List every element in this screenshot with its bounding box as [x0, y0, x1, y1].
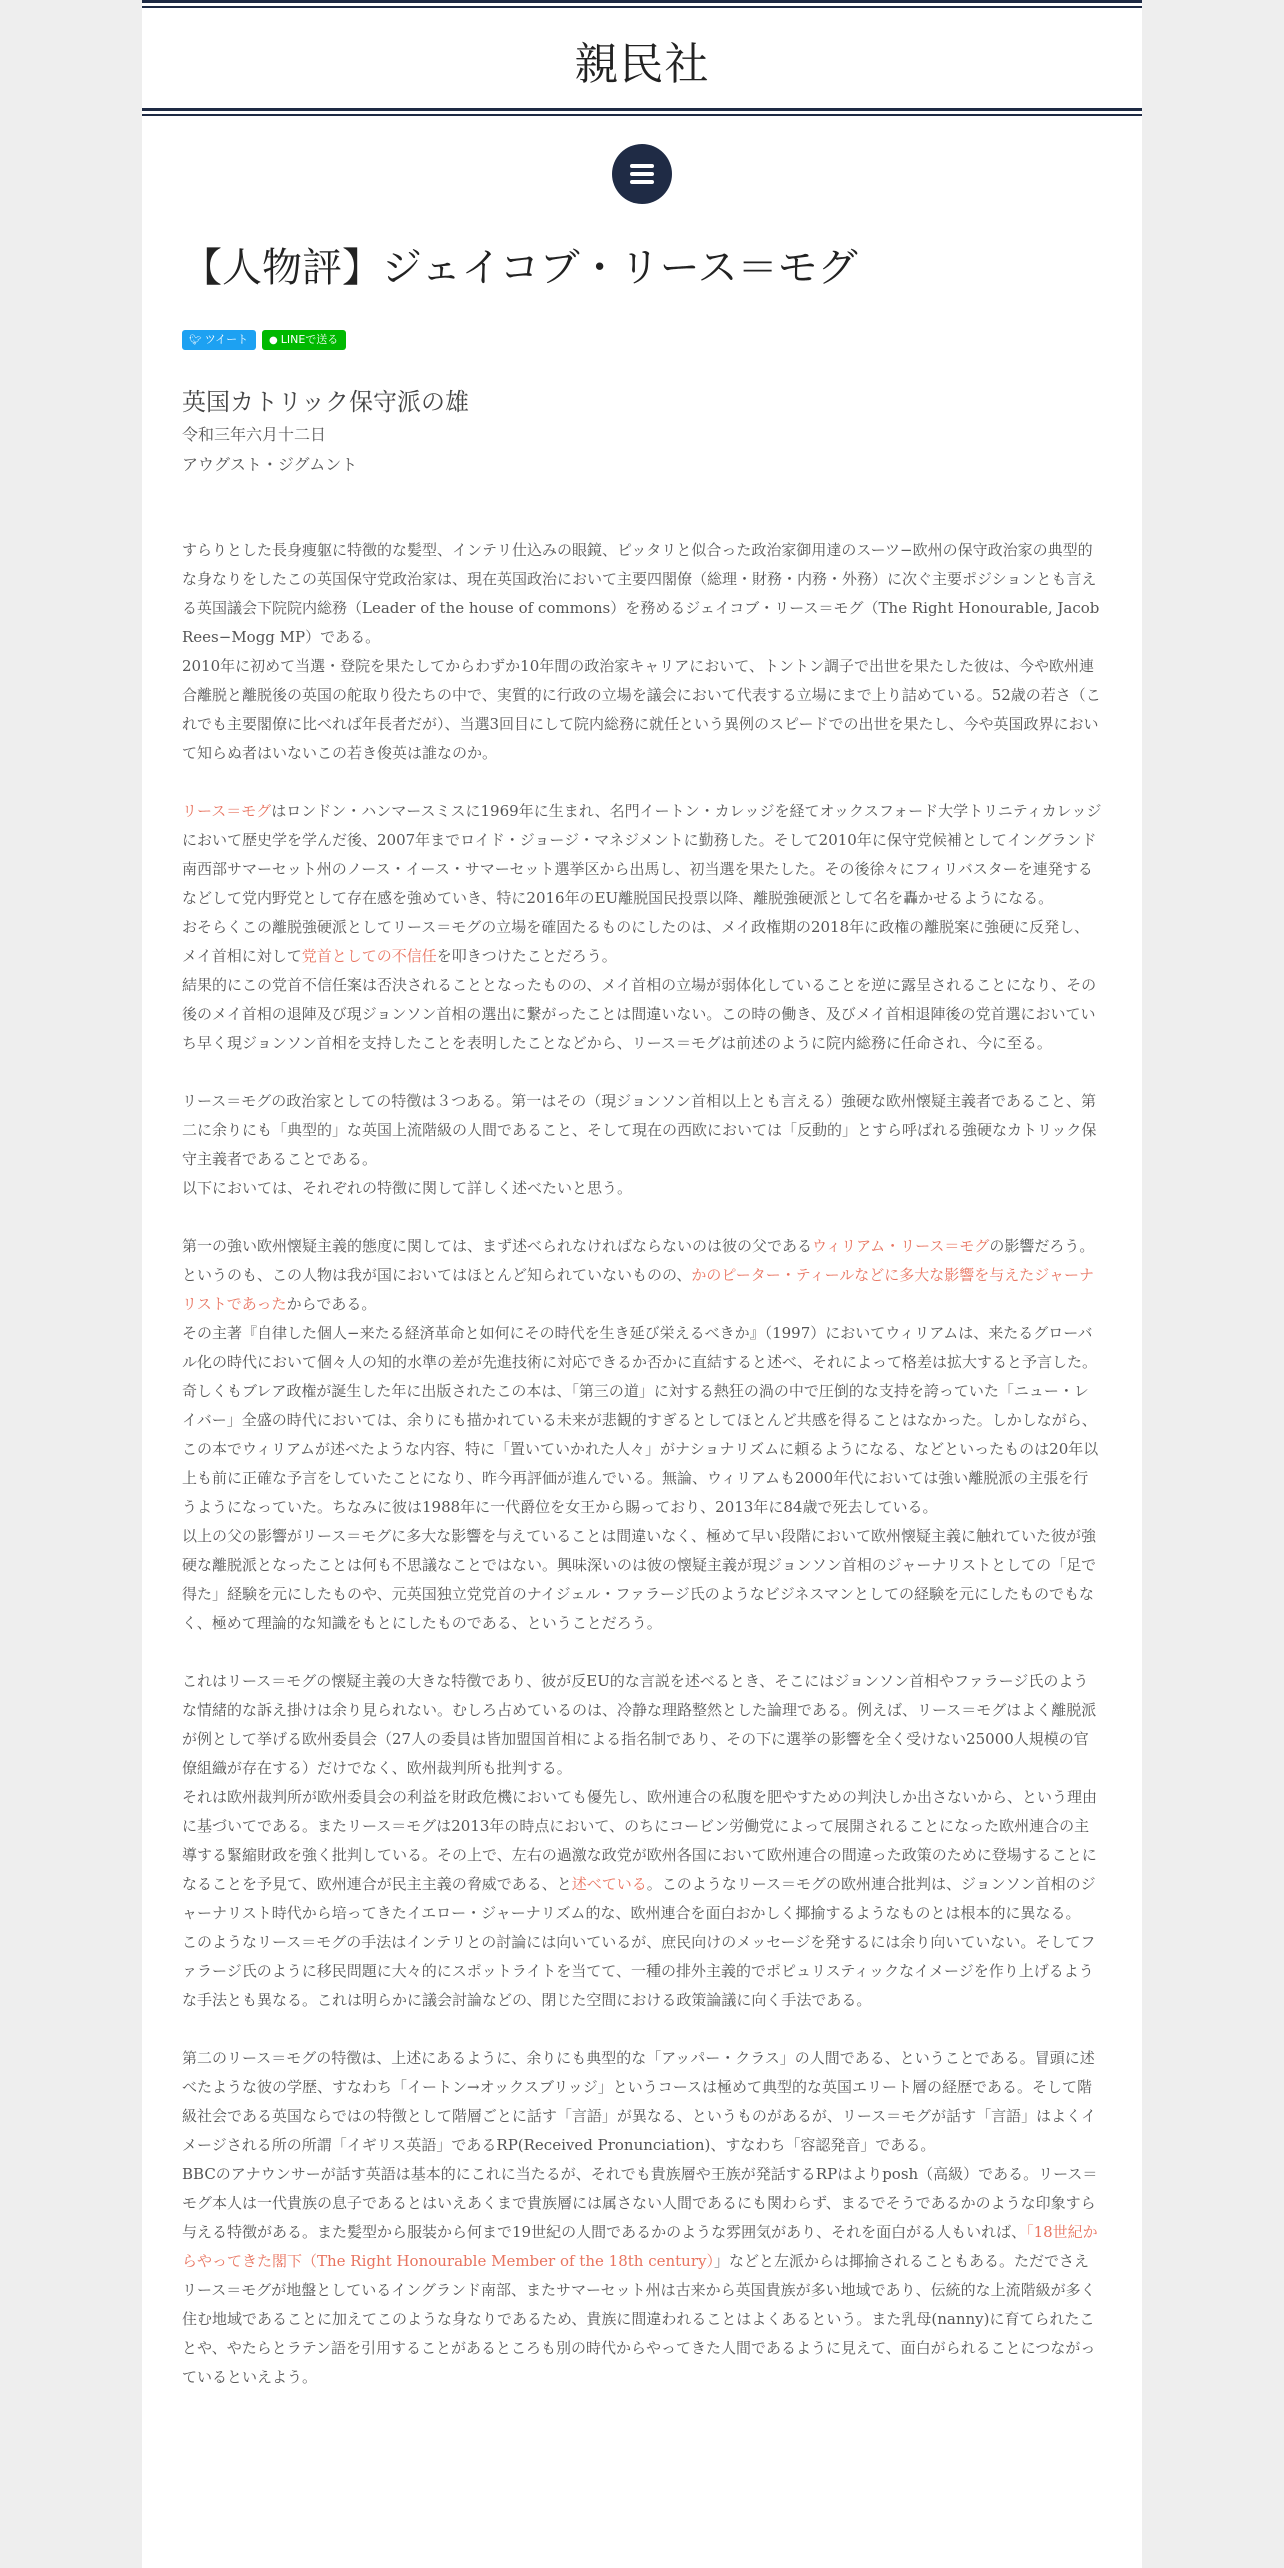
- page: [142, 0, 1142, 2568]
- article-link[interactable]: 党首としての不信任: [301, 947, 437, 965]
- article-subtitle: 英国カトリック保守派の雄: [182, 388, 470, 416]
- article-body: [182, 536, 1102, 2392]
- article-paragraph: このようなリース＝モグの手法はインテリとの討論には向いているが、庶民向けのメッセージを発するには余り向いていない。そしてファラージ氏のように移民問題に大々的にスポットライトを当てて、一種の排外主義的でポピュリスティックなイメージを作り上げるような手法とも異なる。これは明らかに議会討論などの、閉じた空間における政策論議に向く手法である。: [182, 1933, 1096, 2009]
- article-link[interactable]: リース＝モグ: [182, 802, 272, 820]
- tweet-label: ツイート: [204, 333, 249, 346]
- line-share-label: LINEで送る: [280, 333, 339, 346]
- article-paragraph: リース＝モグの政治家としての特徴は３つある。第一はその（現ジョンソン首相以上とも言える）強硬な欧州懐疑主義者であること、第二に余りにも「典型的」な英国上流階級の人間であること、そして現在の西欧においては「反動的」とすら呼ばれる強硬なカトリック保守主義者であることである。: [182, 1092, 1097, 1168]
- article-paragraph: それは欧州裁判所が欧州委員会の利益を財政危機においても優先し、欧州連合の私腹を肥やすための判決しか出さないから、という理由に基づいてである。またリース＝モグは2013年の時点において、のちにコービン労働党によって展開されることになった欧州連合の主導する緊縮財政を強く批判している。その上で、左右の過激な政党が欧州各国において欧州連合の間違った政策のために登場することになることを予見て、欧州連合が民主主義の脅威である、と述べている。このようなリース＝モグの欧州連合批判は、ジョンソン首相のジャーナリスト時代から培ってきたイエロー・ジャーナリズム的な、欧州連合を面白おかしく揶揄するようなものとは根本的に異なる。: [182, 1788, 1098, 1922]
- header-rule-bottom: [142, 108, 1142, 116]
- article-paragraph: すらりとした長身痩躯に特徴的な髪型、インテリ仕込みの眼鏡、ピッタリと似合った政治家御用達のスーツ−欧州の保守政治家の典型的な身なりをしたこの英国保守党政治家は、現在英国政治において主要四閣僚（総理・財務・内務・外務）に次ぐ主要ポジションとも言える英国議会下院院内総務（Leader of the house of commons）を務めるジェイコブ・リース＝モグ（The Right Honourable, Jacob Rees−Mogg MP）である。: [182, 541, 1100, 646]
- article-paragraph: リース＝モグはロンドン・ハンマースミスに1969年に生まれ、名門イートン・カレッジを経てオックスフォード大学トリニティカレッジにおいて歴史学を学んだ後、2007年までロイド・ジョージ・マネジメントに勤務した。そして2010年に保守党候補としてイングランド南西部サマーセット州のノース・イース・サマーセット選挙区から出馬し、初当選を果たした。その後徐々にフィリバスターを連発するなどして党内野党として存在感を強めていき、特に2016年のEU離脱国民投票以降、離脱強硬派として名を轟かせるようになる。: [182, 802, 1102, 907]
- article-date: 令和三年六月十二日: [182, 425, 327, 444]
- article-link[interactable]: かのピーター・ティールなどに多大な影響を与えたジャーナリストであった: [182, 1266, 1095, 1313]
- paragraph-spacer: [182, 1058, 1102, 1087]
- paragraph-spacer: [182, 1203, 1102, 1232]
- header-rule-top: [142, 0, 1142, 8]
- menu-button[interactable]: [612, 144, 672, 204]
- paragraph-spacer: [182, 2015, 1102, 2044]
- article-paragraph: 結果的にこの党首不信任案は否決されることとなったものの、メイ首相の立場が弱体化していることを逆に露呈されることになり、その後のメイ首相の退陣及び現ジョンソン首相の選出に繋がったことは間違いない。この時の働き、及びメイ首相退陣後の党首選においていち早く現ジョンソン首相を支持したことを表明したことなどから、リース＝モグは前述のように院内総務に任命され、今に至る。: [182, 976, 1097, 1052]
- line-share-button[interactable]: [262, 330, 346, 350]
- site-title[interactable]: 親民社: [574, 39, 710, 90]
- hamburger-icon-bar: [630, 164, 654, 168]
- article-paragraph: これはリース＝モグの懐疑主義の大きな特徴であり、彼が反EU的な言説を述べるとき、そこにはジョンソン首相やファラージ氏のような情緒的な訴え掛けは余り見られない。むしろ占めているのは、冷静な理路整然とした論理である。例えば、リース＝モグはよく離脱派が例として挙げる欧州委員会（27人の委員は皆加盟国首相による指名制であり、その下に選挙の影響を全く受けない25000人規模の官僚組織が存在する）だけでなく、欧州裁判所も批判する。: [182, 1672, 1097, 1777]
- article-paragraph: 第一の強い欧州懐疑主義的態度に関しては、まず述べられなければならないのは彼の父であるウィリアム・リース＝モグの影響だろう。というのも、この人物は我が国においてはほとんど知られていないものの、かのピーター・ティールなどに多大な影響を与えたジャーナリストであったからである。: [182, 1237, 1095, 1313]
- article-link[interactable]: 述べている: [571, 1875, 647, 1893]
- line-icon: ●: [269, 335, 278, 346]
- article-paragraph: その主著『自律した個人−来たる経済革命と如何にその時代を生き延び栄えるべきか』（1997）においてウィリアムは、来たるグローバル化の時代において個々人の知的水準の差が先進技術に対応できるか否かに直結すると述べ、それによって格差は拡大すると予言した。奇しくもブレア政権が誕生した年に出版されたこの本は、「第三の道」に対する熱狂の渦の中で圧倒的な支持を誇っていた「ニュー・レイバー」全盛の時代においては、余りにも描かれている未来が悲観的すぎるとしてほとんど共感を得ることはなかった。しかしながら、この本でウィリアムが述べたような内容、特に「置いていかれた人々」がナショナリズムに頼るようになる、などといったものは20年以上も前に正確な予言をしていたことになり、昨今再評価が進んでいる。無論、ウィリアムも2000年代においては強い離脱派の主張を行うようになっていた。ちなみに彼は1988年に一代爵位を女王から賜っており、2013年に84歳で死去している。: [182, 1324, 1099, 1516]
- paragraph-spacer: [182, 768, 1102, 797]
- article-paragraph: おそらくこの離脱強硬派としてリース＝モグの立場を確固たるものにしたのは、メイ政権期の2018年に政権の離脱案に強硬に反発し、メイ首相に対して党首としての不信任を叩きつけたことだろう。: [182, 918, 1090, 965]
- article-paragraph: 以上の父の影響がリース＝モグに多大な影響を与えていることは間違いなく、極めて早い段階において欧州懐疑主義に触れていた彼が強硬な離脱派となったことは何も不思議なことではない。興味深いのは彼の懐疑主義が現ジョンソン首相のジャーナリストとしての「足で得た」経験を元にしたものや、元英国独立党党首のナイジェル・ファラージ氏のようなビジネスマンとしての経験を元にしたものでもなく、極めて理論的な知識をもとにしたものである、ということだろう。: [182, 1527, 1097, 1632]
- article-paragraph: 以下においては、それぞれの特徴に関して詳しく述べたいと思う。: [182, 1179, 633, 1197]
- hamburger-icon-bar: [630, 180, 654, 184]
- article-author: アウグスト・ジグムント: [182, 455, 358, 474]
- article-paragraph: BBCのアナウンサーが話す英語は基本的にこれに当たるが、それでも貴族層や王族が発話するRPはよりposh（高級）である。リース＝モグ本人は一代貴族の息子であるとはいえあくまで貴族層には属さない人間であるにも関わらず、まるでそうであるかのような印象すら与える特徴がある。また髪型から服装から何まで19世紀の人間であるかのような雰囲気があり、それを面白がる人もいれば、「18世紀からやってきた閣下（The Right Honourable Member of the 18th century）」などと左派からは揶揄されることもある。ただでさえリース＝モグが地盤としているイングランド南部、またサマーセット州は古来から英国貴族が多い地域であり、伝統的な上流階級が多く住む地域であることに加えてこのような身なりであるため、貴族に間違われることはよくあるという。また乳母(nanny)に育てられたことや、やたらとラテン語を引用することがあるところも別の時代からやってきた人間であるように見えて、面白がられることにつながっているといえよう。: [182, 2165, 1098, 2386]
- article-link[interactable]: 「18世紀からやってきた閣下（The Right Honourable Member of the 18th century）: [182, 2223, 1098, 2270]
- article-link[interactable]: ウィリアム・リース＝モグ: [812, 1237, 990, 1255]
- article-title: 【人物評】ジェイコブ・リース＝モグ: [182, 245, 858, 291]
- paragraph-spacer: [182, 1638, 1102, 1667]
- article-paragraph: 第二のリース＝モグの特徴は、上述にあるように、余りにも典型的な「アッパー・クラス」の人間である、ということである。冒頭に述べたような彼の学歴、すなわち「イートン→オックスブリッジ」というコースは極めて典型的な英国エリート層の経歴である。そして階級社会である英国ならではの特徴として階層ごとに話す「言語」が異なる、というものがあるが、リース＝モグが話す「言語」はよくイメージされる所の所謂「イギリス英語」であるRP(Received Pronunciation)、すなわち「容認発音」である。: [182, 2049, 1097, 2154]
- hamburger-icon-bar: [630, 172, 654, 176]
- twitter-bird-icon: 🐦︎: [189, 335, 202, 346]
- article-paragraph: 2010年に初めて当選・登院を果たしてからわずか10年間の政治家キャリアにおいて、トントン調子で出世を果たした彼は、今や欧州連合離脱と離脱後の英国の舵取り役たちの中で、実質的に行政の立場を議会において代表する立場にまで上り詰めている。52歳の若さ（これでも主要閣僚に比べれば年長者だが）、当選3回目にして院内総務に就任という異例のスピードでの出世を果たし、今や英国政界において知らぬ者はいないこの若き俊英は誰なのか。: [182, 657, 1101, 762]
- tweet-button[interactable]: [182, 330, 256, 350]
